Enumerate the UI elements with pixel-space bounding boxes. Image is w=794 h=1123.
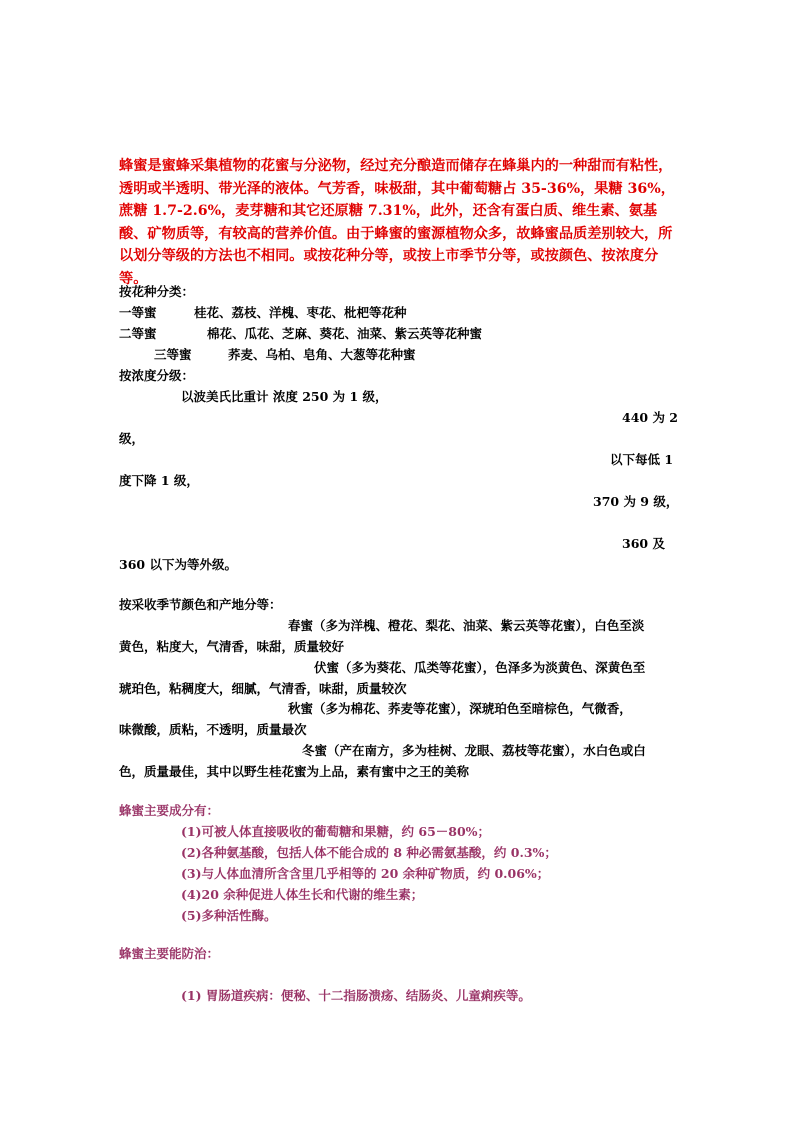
grade2-text: 棉花、瓜花、芝麻、葵花、油菜、紫云英等花种蜜 <box>207 326 483 341</box>
component-item-4: (4)20 余种促进人体生长和代谢的维生素； <box>181 887 424 902</box>
density-line-5a: 360 及 <box>622 536 665 551</box>
treatment-heading: 蜂蜜主要能防治： <box>119 946 220 961</box>
component-item-2: (2)各种氨基酸，包括人体不能合成的 8 种必需氨基酸，约 0.3%； <box>181 845 557 860</box>
summer-honey-line-1: 伏蜜（多为葵花、瓜类等花蜜），色泽多为淡黄色、深黄色至 <box>314 660 646 675</box>
grade1-text: 桂花、荔枝、洋槐、枣花、枇杷等花种 <box>194 305 407 320</box>
components-heading: 蜂蜜主要成分有： <box>119 803 220 818</box>
flower-grading-heading: 按花种分类： <box>119 284 195 299</box>
spring-honey-line-2: 黄色，粘度大，气清香，味甜，质量较好 <box>119 639 345 654</box>
density-line-5b: 360 以下为等外级。 <box>119 557 237 572</box>
density-line-1: 以波美氏比重计 浓度 250 为 1 级， <box>181 389 388 404</box>
treatment-item-1: (1) 胃肠道疾病：便秘、十二指肠溃疡、结肠炎、儿童痢疾等。 <box>181 988 531 1003</box>
season-grading-heading: 按采收季节颜色和产地分等： <box>119 597 282 612</box>
density-line-3a: 以下每低 1 <box>610 452 674 467</box>
density-line-2b: 级， <box>119 431 145 446</box>
spring-honey-line-1: 春蜜（多为洋槐、橙花、梨花、油菜、紫云英等花蜜），白色至淡 <box>288 618 645 633</box>
density-grading-heading: 按浓度分级： <box>119 368 195 383</box>
density-line-4: 370 为 9 级， <box>593 494 679 509</box>
grade3-text: 荞麦、乌柏、皂角、大葱等花种蜜 <box>228 347 416 362</box>
winter-honey-line-2: 色，质量最佳，其中以野生桂花蜜为上品，素有蜜中之王的美称 <box>119 764 470 779</box>
summer-honey-line-2: 琥珀色，粘稠度大，细腻，气清香，味甜，质量较次 <box>119 681 407 696</box>
grade1-label: 一等蜜 <box>119 305 157 320</box>
grade3-label: 三等蜜 <box>154 347 192 362</box>
density-line-3b: 度下降 1 级， <box>119 473 199 488</box>
component-item-3: (3)与人体血清所含含里几乎相等的 20 余种矿物质，约 0.06%； <box>181 866 550 881</box>
winter-honey-line-1: 冬蜜（产在南方，多为桂树、龙眼、荔枝等花蜜），水白色或白 <box>302 743 646 758</box>
intro-paragraph: 蜂蜜是蜜蜂采集植物的花蜜与分泌物，经过充分酿造而储存在蜂巢内的一种甜而有粘性，透明或半透明、带光泽的液体。气芳香，味极甜，其中葡萄糖占 35-36%，果糖 36%，蔗糖 1.7-2.6%，麦芽糖和其它还原糖 7.31%，此外，还含有蛋白质、维生素、氨基酸、矿物质等，有较高的营养价值。由于蜂蜜的蜜源植物众多，故蜂蜜品质差别较大，所以划分等级的方法也不相同。或按花种分等，或按上市季节分等，或按颜色、按浓度分等。 <box>119 158 675 287</box>
component-item-5: (5)多种活性酶。 <box>181 908 277 923</box>
grade2-label: 二等蜜 <box>119 326 157 341</box>
density-line-2a: 440 为 2 <box>622 410 678 425</box>
autumn-honey-line-1: 秋蜜（多为棉花、荞麦等花蜜），深琥珀色至暗棕色，气微香， <box>288 701 632 716</box>
autumn-honey-line-2: 味微酸，质粘，不透明，质量最次 <box>119 722 307 737</box>
component-item-1: (1)可被人体直接吸收的葡萄糖和果糖，约 65－80%； <box>181 824 491 839</box>
